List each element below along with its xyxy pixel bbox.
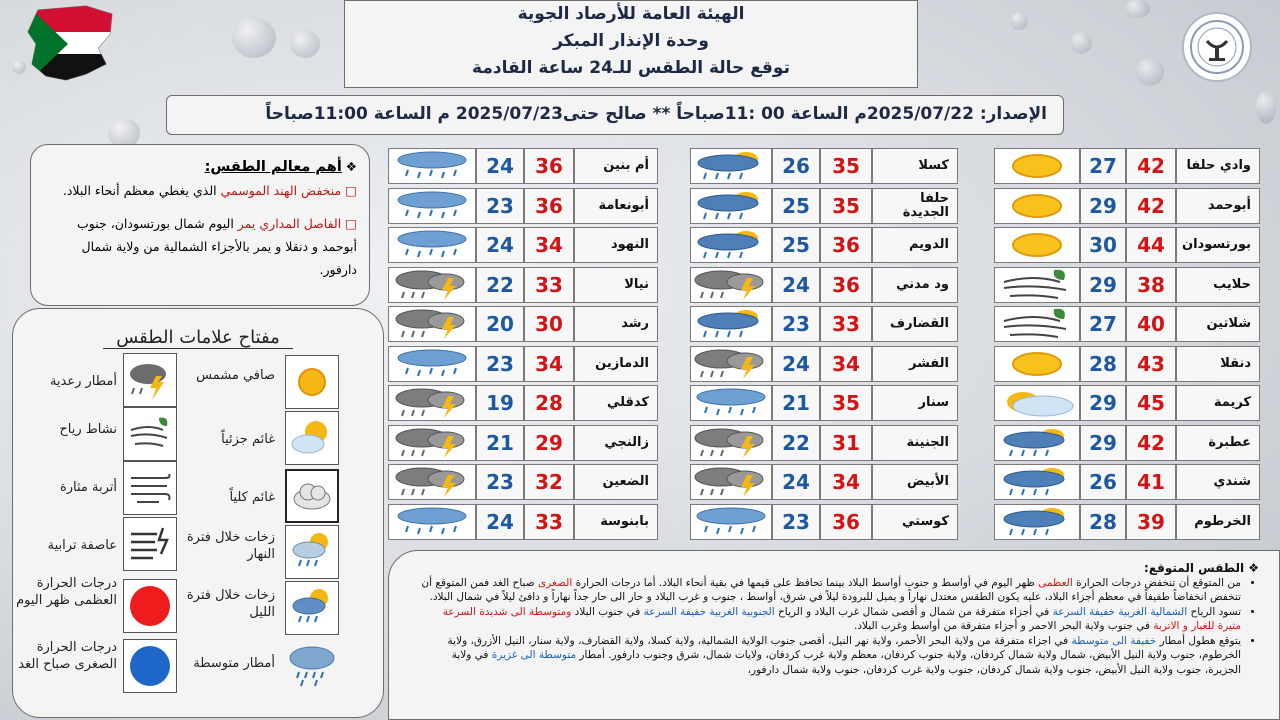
forecast-row — [388, 188, 658, 224]
wind-icon — [994, 267, 1080, 303]
raindrop-decoration — [12, 60, 26, 74]
max-temperature: 29 — [524, 425, 574, 461]
city-name: حلفا الجديدة — [872, 188, 958, 224]
itcz-text: اليوم شمال بورتسودان، جنوب أبوحمد و دنقلا و يمر بالأجزاء الشمالية من ولاية شمال دارفور. — [77, 216, 357, 277]
max-temp-red-circle-icon — [127, 583, 173, 629]
key-thunder-label: أمطار رعدية — [49, 374, 117, 389]
p3-light-rain-highlight: خفيفة الى متوسطة — [1071, 634, 1157, 647]
key-sunny-box — [285, 355, 339, 409]
rain-icon — [690, 385, 772, 421]
night-showers-icon — [690, 148, 772, 184]
city-name: بورتسودان — [1176, 227, 1260, 263]
forecast-row — [388, 464, 658, 500]
moderate-rain-icon — [287, 644, 337, 688]
key-max-temp-box — [123, 579, 177, 633]
forecast-row — [690, 188, 958, 224]
min-temperature: 21 — [772, 385, 820, 421]
min-temperature: 28 — [1080, 346, 1126, 382]
min-temperature: 24 — [772, 267, 820, 303]
monsoon-low-text: الذي يغطي معظم أنحاء البلاد. — [62, 183, 221, 198]
city-name: سنار — [872, 385, 958, 421]
max-temperature: 36 — [820, 267, 872, 303]
forecast-row — [690, 267, 958, 303]
max-temperature: 36 — [524, 148, 574, 184]
city-name: الدمازين — [574, 346, 658, 382]
p2-text: في جنوب ولاية البحر الاحمر و أجزاء متفرقة من أواسط وغرب البلاد. — [854, 620, 1154, 632]
forecast-row — [994, 425, 1260, 461]
key-day-showers-box — [285, 525, 339, 579]
thunderstorm-icon — [690, 464, 772, 500]
unit-name: وحدة الإنذار المبكر — [553, 31, 709, 51]
raindrop-decoration — [1124, 0, 1150, 18]
forecast-row — [690, 306, 958, 342]
sunny-icon — [292, 362, 332, 402]
max-temperature: 33 — [524, 267, 574, 303]
raindrop-decoration — [1136, 58, 1164, 86]
forecast-row — [690, 425, 958, 461]
max-temperature: 36 — [820, 504, 872, 540]
forecast-row — [388, 385, 658, 421]
p3-text: يتوقع هطول أمطار — [1156, 634, 1241, 647]
thunderstorm-icon — [388, 464, 476, 500]
city-name: أم بنين — [574, 148, 658, 184]
city-name: الدويم — [872, 227, 958, 263]
city-name: حلايب — [1176, 267, 1260, 303]
expected-wind-paragraph — [419, 605, 1241, 634]
key-dust-box — [123, 461, 177, 515]
min-temperature: 24 — [476, 504, 524, 540]
max-temperature: 41 — [1126, 464, 1176, 500]
min-temperature: 29 — [1080, 267, 1126, 303]
forecast-row — [690, 346, 958, 382]
key-title: مفتاح علامات الطقس — [103, 327, 293, 349]
forecast-row — [994, 188, 1260, 224]
sunny-icon — [994, 148, 1080, 184]
night-showers-icon — [994, 504, 1080, 540]
min-temperature: 23 — [476, 346, 524, 382]
dust-icon — [127, 468, 173, 508]
sunny-icon — [994, 346, 1080, 382]
agency-name: الهيئة العامة للأرصاد الجوية — [517, 4, 745, 24]
agency-header — [344, 0, 918, 88]
min-temperature: 28 — [1080, 504, 1126, 540]
key-mod-rain-box — [285, 639, 339, 693]
max-temperature: 34 — [820, 464, 872, 500]
thunderstorm-icon — [126, 358, 174, 402]
issue-text: الإصدار: 2025/07/22م الساعة 00 :11صباحاً ** صالح حتى2025/07/23 م الساعة 11:00صباحاً — [265, 104, 1047, 124]
city-name: كوستي — [872, 504, 958, 540]
max-temperature: 34 — [524, 346, 574, 382]
city-name: شندي — [1176, 464, 1260, 500]
wind-icon — [994, 306, 1080, 342]
max-temperature: 39 — [1126, 504, 1176, 540]
thunderstorm-icon — [388, 425, 476, 461]
sunny-icon — [994, 188, 1080, 224]
city-name: الفشر — [872, 346, 958, 382]
key-dust-label: أتربة مثارة — [59, 480, 117, 495]
night-showers-icon — [994, 425, 1080, 461]
city-name: بابنوسة — [574, 504, 658, 540]
day-showers-icon — [289, 530, 335, 574]
key-wind-box — [123, 407, 177, 461]
night-showers-icon — [690, 306, 772, 342]
key-cloudy-box — [285, 469, 339, 523]
city-name: النهود — [574, 227, 658, 263]
forecast-row — [388, 346, 658, 382]
key-mod-rain-label: أمطار متوسطة — [193, 656, 275, 671]
city-name: وادي حلفا — [1176, 148, 1260, 184]
raindrop-decoration — [232, 18, 276, 58]
key-min-temp-box — [123, 639, 177, 693]
sandstorm-icon — [127, 524, 173, 564]
night-showers-icon — [994, 464, 1080, 500]
forecast-row — [388, 227, 658, 263]
weather-features-panel — [30, 144, 370, 306]
p2-nw-wind-highlight: الشمالية الغربية خفيفة السرعة — [1052, 605, 1188, 618]
forecast-row — [690, 227, 958, 263]
wind-icon — [127, 414, 173, 454]
city-name: رشد — [574, 306, 658, 342]
features-title: أهم معالم الطقس: — [204, 159, 342, 175]
forecast-row — [994, 346, 1260, 382]
city-name: ود مدني — [872, 267, 958, 303]
cloudy-icon — [290, 479, 334, 513]
city-name: أبونعامة — [574, 188, 658, 224]
city-name: كسلا — [872, 148, 958, 184]
max-temperature: 36 — [524, 188, 574, 224]
checkbox-bullet-icon: □ — [341, 183, 357, 198]
key-min-temp-label: درجات الحرارة الصغرى صباح الغد — [18, 640, 117, 672]
min-temperature: 23 — [772, 504, 820, 540]
key-cloudy-label: غائم كلياً — [229, 490, 275, 505]
forecast-row — [994, 504, 1260, 540]
p2-text: تسود الرياح — [1187, 605, 1241, 618]
city-name: الجنينة — [872, 425, 958, 461]
max-temperature: 38 — [1126, 267, 1176, 303]
forecast-title: توقع حالة الطقس للـ24 ساعة القادمة — [472, 58, 790, 78]
min-temperature: 20 — [476, 306, 524, 342]
expected-rain-paragraph — [419, 634, 1241, 678]
diamond-bullet-icon: ❖ — [341, 159, 357, 174]
rain-icon — [388, 148, 476, 184]
p2-strong-wind-highlight: ومتوسطة الى شديدة السرعة مثيرة للغبار و الاتربة — [442, 605, 1241, 632]
thunderstorm-icon — [388, 385, 476, 421]
p1-text: من المتوقع أن تنخفض درجات الحرارة — [1072, 576, 1241, 589]
forecast-row — [690, 148, 958, 184]
max-temperature: 34 — [820, 346, 872, 382]
forecast-row — [994, 306, 1260, 342]
forecast-row — [994, 267, 1260, 303]
min-temperature: 24 — [772, 346, 820, 382]
sudan-flag-icon — [26, 4, 116, 84]
p3-text: في ولاية الجزيرة، جنوب ولاية النيل الأبيض، جنوب ولاية شمال كردفان، جنوب ولاية غرب كردفان، جنوب ولاية شمال دارفور، — [451, 649, 1241, 676]
city-name: الخرطوم — [1176, 504, 1260, 540]
forecast-row — [388, 425, 658, 461]
city-name: كريمة — [1176, 385, 1260, 421]
issue-validity-bar — [166, 95, 1064, 135]
p1-min-highlight: الصغرى — [537, 576, 573, 589]
max-temperature: 42 — [1126, 148, 1176, 184]
min-temperature: 25 — [772, 227, 820, 263]
forecast-row — [388, 267, 658, 303]
max-temperature: 44 — [1126, 227, 1176, 263]
max-temperature: 31 — [820, 425, 872, 461]
city-name: نيالا — [574, 267, 658, 303]
forecast-row — [388, 148, 658, 184]
city-name: الضعين — [574, 464, 658, 500]
thunderstorm-icon — [388, 267, 476, 303]
key-wind-label: نشاط رياح — [59, 422, 117, 437]
city-name: زالنجي — [574, 425, 658, 461]
expected-temperature-paragraph — [419, 576, 1241, 605]
forecast-row — [388, 306, 658, 342]
max-temperature: 33 — [820, 306, 872, 342]
min-temperature: 27 — [1080, 306, 1126, 342]
min-temperature: 29 — [1080, 385, 1126, 421]
max-temperature: 32 — [524, 464, 574, 500]
min-temperature: 29 — [1080, 188, 1126, 224]
key-day-showers-label: زخات خلال فترة النهار — [186, 530, 275, 562]
min-temperature: 23 — [772, 306, 820, 342]
city-name: القضارف — [872, 306, 958, 342]
city-name: عطبرة — [1176, 425, 1260, 461]
sunny-icon — [994, 227, 1080, 263]
raindrop-decoration — [1070, 32, 1092, 54]
min-temp-blue-circle-icon — [127, 643, 173, 689]
p2-text: في جنوب البلاد — [571, 605, 644, 618]
city-name: أبوحمد — [1176, 188, 1260, 224]
min-temperature: 23 — [476, 188, 524, 224]
thunderstorm-icon — [690, 267, 772, 303]
max-temperature: 45 — [1126, 385, 1176, 421]
forecast-row — [690, 464, 958, 500]
min-temperature: 24 — [476, 227, 524, 263]
city-name: شلاتين — [1176, 306, 1260, 342]
p1-max-highlight: العظمى — [1038, 576, 1073, 589]
forecast-row — [690, 504, 958, 540]
diamond-bullet-icon: ❖ — [1244, 561, 1259, 575]
key-night-showers-label: زخات خلال فترة الليل — [186, 588, 275, 620]
forecast-row — [994, 385, 1260, 421]
min-temperature: 26 — [772, 148, 820, 184]
max-temperature: 35 — [820, 188, 872, 224]
p2-sw-wind-highlight: الجنوبية الغربية خفيفة السرعة — [643, 605, 775, 618]
night-showers-icon — [289, 586, 335, 630]
raindrop-decoration — [1010, 12, 1028, 30]
rain-icon — [388, 188, 476, 224]
key-thunder-box — [123, 353, 177, 407]
min-temperature: 23 — [476, 464, 524, 500]
max-temperature: 40 — [1126, 306, 1176, 342]
p2-text: في أجزاء متفرقة من شمال و أقصى شمال غرب البلاد و الرياح — [774, 605, 1053, 618]
min-temperature: 29 — [1080, 425, 1126, 461]
raindrop-decoration — [290, 30, 320, 58]
night-showers-icon — [690, 188, 772, 224]
min-temperature: 27 — [1080, 148, 1126, 184]
rain-icon — [388, 504, 476, 540]
max-temperature: 35 — [820, 385, 872, 421]
max-temperature: 28 — [524, 385, 574, 421]
min-temperature: 22 — [476, 267, 524, 303]
city-name: كدقلي — [574, 385, 658, 421]
thunderstorm-icon — [690, 425, 772, 461]
min-temperature: 24 — [476, 148, 524, 184]
raindrop-decoration — [1256, 90, 1276, 124]
key-sandstorm-box — [123, 517, 177, 571]
max-temperature: 33 — [524, 504, 574, 540]
min-temperature: 22 — [772, 425, 820, 461]
max-temperature: 35 — [820, 148, 872, 184]
forecast-row — [690, 385, 958, 421]
forecast-row — [388, 504, 658, 540]
checkbox-bullet-icon: □ — [341, 216, 357, 231]
max-temperature: 42 — [1126, 425, 1176, 461]
forecast-row — [994, 148, 1260, 184]
min-temperature: 26 — [1080, 464, 1126, 500]
forecast-row — [994, 227, 1260, 263]
forecast-row — [994, 464, 1260, 500]
max-temperature: 42 — [1126, 188, 1176, 224]
key-night-showers-box — [285, 581, 339, 635]
min-temperature: 30 — [1080, 227, 1126, 263]
max-temperature: 30 — [524, 306, 574, 342]
partly-cloudy-icon — [288, 418, 336, 458]
p3-text: في اجزاء متفرقة من ولاية البحر الأحمر، ولاية نهر النيل، أقصى جنوب الولاية الشمالية، ولاية كسلا، ولاية القضارف، ولاية سنار، النيل الأزرق، ولاية الخرطوم، جنوب ولاية النيل الأبيض، شمال ولاية شمال كردفان، ولاية جنوب كردفان، معظم ولاية غرب كردفان، ولايات شمال، شرق وجنوب دارفور. أمطار — [447, 634, 1241, 661]
meteorology-logo-icon — [1189, 19, 1245, 75]
monsoon-low-label: منخفض الهند الموسمي — [220, 183, 342, 198]
max-temperature: 34 — [524, 227, 574, 263]
partly-cloudy-icon — [994, 385, 1080, 421]
city-name: دنقلا — [1176, 346, 1260, 382]
agency-logo — [1182, 12, 1252, 82]
key-max-temp-label: درجات الحرارة العظمى ظهر اليوم — [16, 576, 117, 608]
thunderstorm-icon — [690, 346, 772, 382]
max-temperature: 36 — [820, 227, 872, 263]
rain-icon — [690, 504, 772, 540]
expected-weather-panel — [388, 550, 1280, 720]
min-temperature: 21 — [476, 425, 524, 461]
rain-icon — [388, 346, 476, 382]
expected-title: الطقس المتوقع: — [1144, 561, 1245, 575]
p1-text: صباح الغد فمن المتوقع أن تنخفض انخفاضاً طفيفاً في معظم أجزاء البلاد، عليه يكون الطقس معتدل نهاراً و يميل للبرودة ليلاً في شرق، أواسط ، جنوب و غرب البلاد و حار الى حار جداً نهاراً و دافئ ليلاً في شمال البلاد. — [421, 576, 1241, 603]
rain-icon — [388, 227, 476, 263]
min-temperature: 19 — [476, 385, 524, 421]
thunderstorm-icon — [388, 306, 476, 342]
key-sunny-label: صافي مشمس — [196, 368, 275, 383]
itcz-label: الفاصل المداري يمر — [237, 216, 342, 231]
key-sandstorm-label: عاصفة ترابية — [47, 538, 117, 553]
min-temperature: 25 — [772, 188, 820, 224]
night-showers-icon — [690, 227, 772, 263]
key-partly-label: غائم جزئياً — [221, 432, 275, 447]
key-partly-box — [285, 411, 339, 465]
max-temperature: 43 — [1126, 346, 1176, 382]
weather-key-panel — [12, 308, 384, 718]
city-name: الأبيض — [872, 464, 958, 500]
p1-text: ظهر اليوم في أواسط و جنوب أواسط البلاد بينما تحافظ على قيمها في بقية أنحاء البلاد. أما درجات الحرارة — [572, 576, 1039, 589]
p3-heavy-rain-highlight: متوسطة الى غزيرة — [491, 649, 577, 661]
min-temperature: 24 — [772, 464, 820, 500]
